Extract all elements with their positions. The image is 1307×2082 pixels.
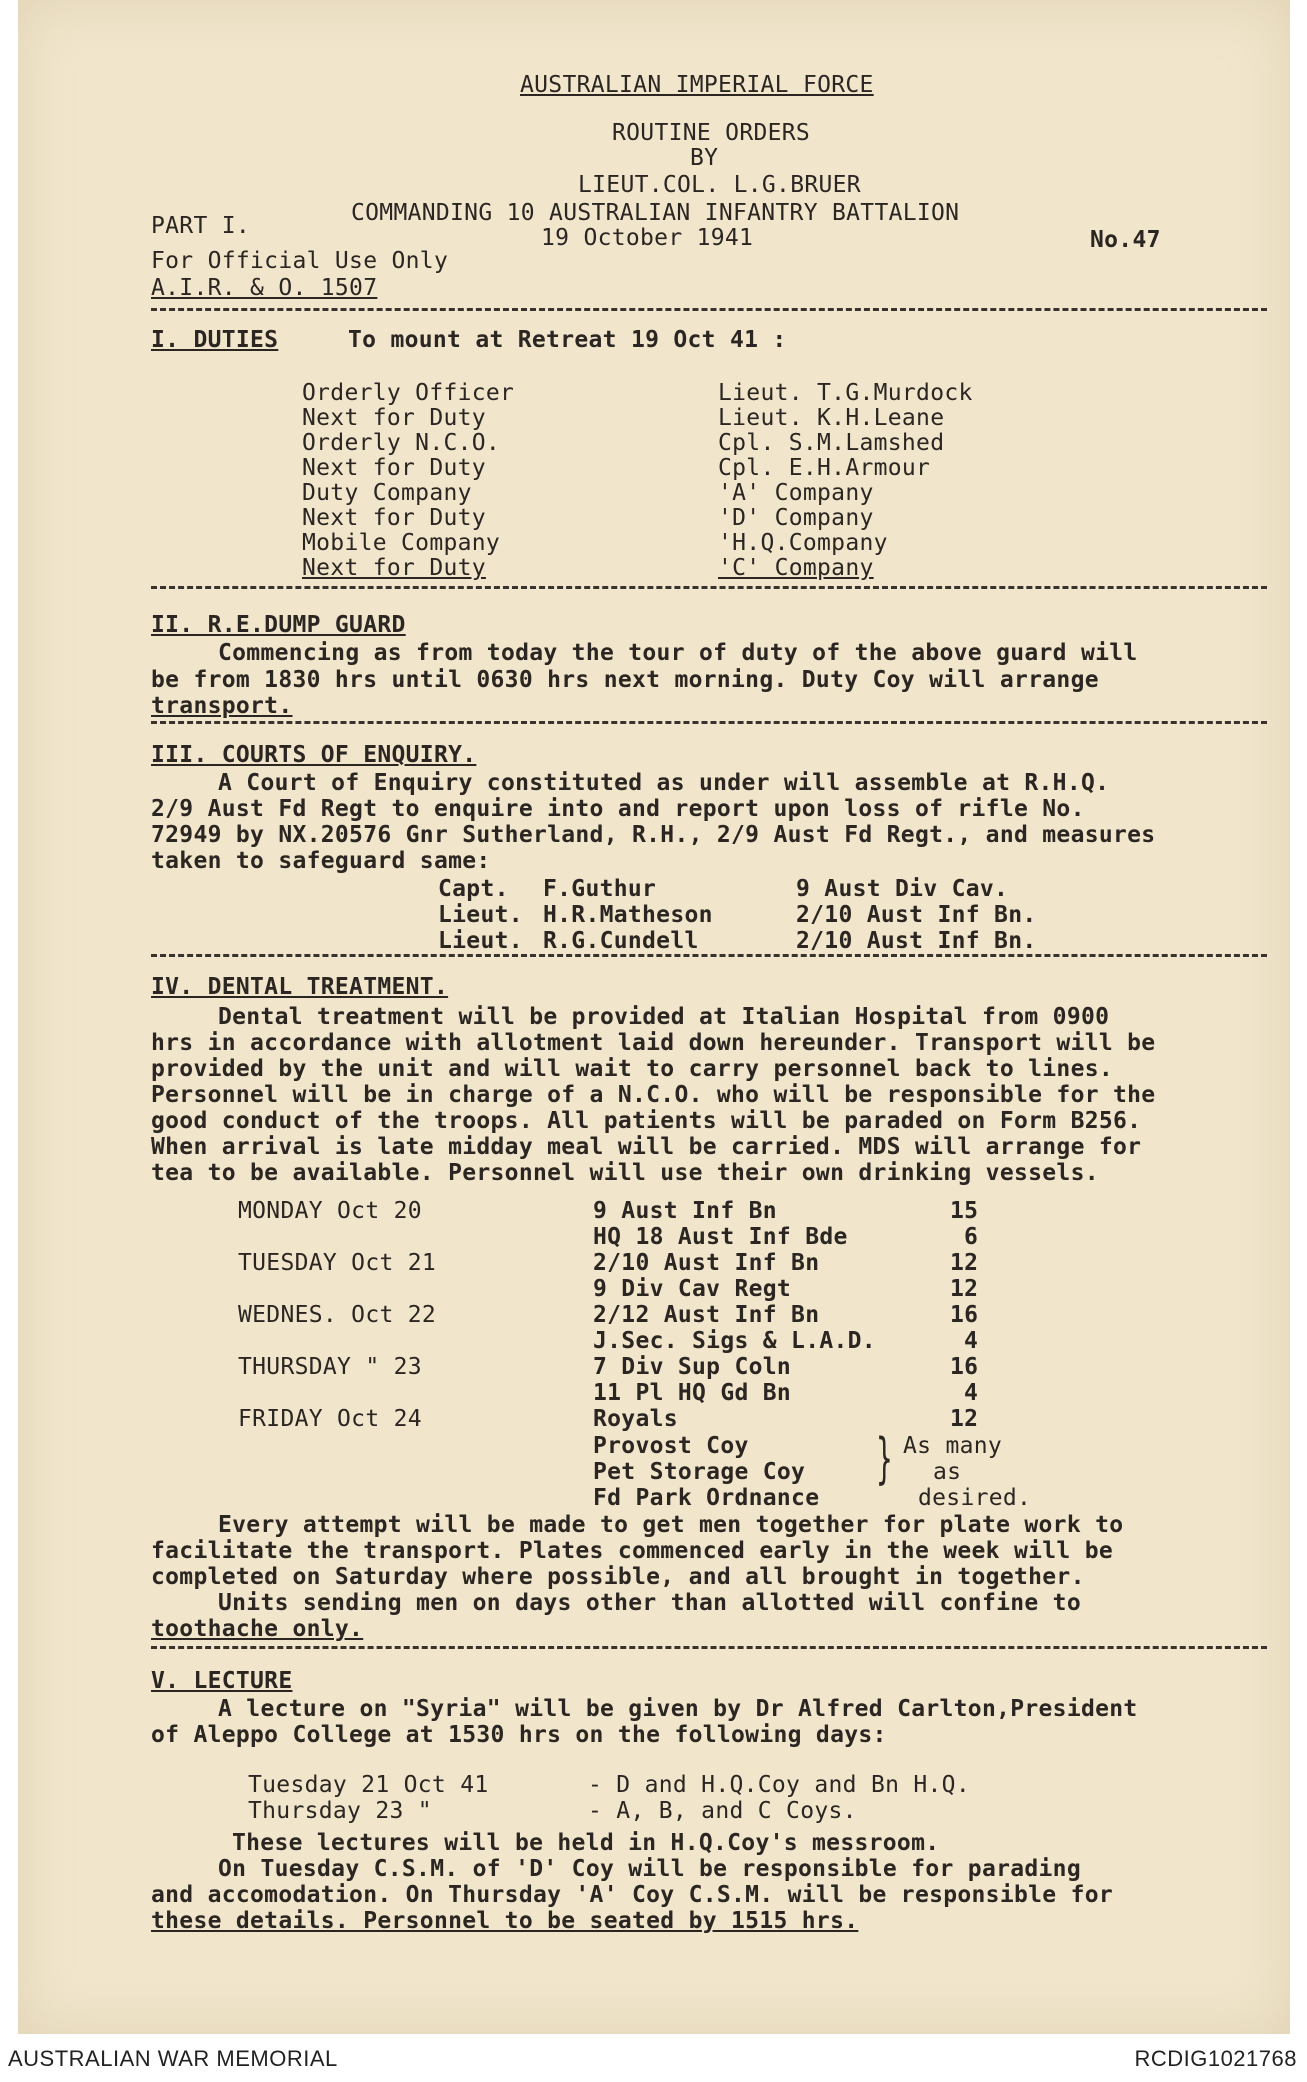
- duty-name: Cpl. S.M.Lamshed: [718, 430, 945, 456]
- member-name: R.G.Cundell: [543, 928, 699, 954]
- section-divider: [151, 954, 1267, 957]
- duty-role: Next for Duty: [302, 405, 486, 431]
- enquiry-line: 2/9 Aust Fd Regt to enquire into and report upon loss of rifle No.: [151, 796, 1085, 822]
- lecture-closing-line: These lectures will be held in H.Q.Coy's messroom.: [232, 1830, 940, 1856]
- schedule-count: 16: [950, 1354, 979, 1380]
- dental-heading: IV. DENTAL TREATMENT.: [151, 974, 449, 1000]
- schedule-unit: HQ 18 Aust Inf Bde: [593, 1224, 848, 1250]
- document-title: AUSTRALIAN IMPERIAL FORCE: [520, 72, 874, 98]
- duties-heading: I. DUTIES: [151, 327, 279, 353]
- dental-closing-line: Every attempt will be made to get men together for plate work to: [218, 1512, 1124, 1538]
- dump-guard-line: transport.: [151, 693, 293, 719]
- enquiry-line: A Court of Enquiry constituted as under will assemble at R.H.Q.: [218, 770, 1110, 796]
- duty-role: Orderly Officer: [302, 380, 515, 406]
- duty-name: Lieut. T.G.Murdock: [718, 380, 973, 406]
- lecture-attendees: - A, B, and C Coys.: [588, 1798, 857, 1824]
- member-rank: Lieut.: [438, 928, 523, 954]
- order-number: No.47: [1090, 227, 1161, 253]
- duty-role: Mobile Company: [302, 530, 501, 556]
- schedule-unit: 11 Pl HQ Gd Bn: [593, 1380, 792, 1406]
- member-name: H.R.Matheson: [543, 902, 713, 928]
- footer-record-id: RCDIG1021768: [1134, 2046, 1297, 2071]
- dental-line: Dental treatment will be provided at Italian Hospital from 0900: [218, 1004, 1110, 1030]
- enquiry-heading: III. COURTS OF ENQUIRY.: [151, 742, 477, 768]
- schedule-count: 12: [950, 1276, 979, 1302]
- brace-mark: }: [876, 1427, 893, 1490]
- commanding-line: COMMANDING 10 AUSTRALIAN INFANTRY BATTALION: [351, 200, 960, 226]
- schedule-day: WEDNES. Oct 22: [238, 1302, 437, 1328]
- lecture-day: Thursday 23 ": [248, 1798, 432, 1824]
- duty-name: Cpl. E.H.Armour: [718, 455, 931, 481]
- schedule-unit: 2/12 Aust Inf Bn: [593, 1302, 820, 1328]
- dump-guard-line: Commencing as from today the tour of duty of the above guard will: [218, 640, 1138, 666]
- dental-line: Personnel will be in charge of a N.C.O. who will be responsible for the: [151, 1082, 1156, 1108]
- member-unit: 2/10 Aust Inf Bn.: [796, 928, 1037, 954]
- lecture-day: Tuesday 21 Oct 41: [248, 1772, 489, 1798]
- duty-name: Lieut. K.H.Leane: [718, 405, 945, 431]
- duty-role: Next for Duty: [302, 555, 486, 581]
- schedule-unit: 9 Div Cav Regt: [593, 1276, 792, 1302]
- schedule-count: 12: [950, 1250, 979, 1276]
- schedule-count: 4: [964, 1380, 979, 1406]
- schedule-count: 6: [964, 1224, 979, 1250]
- as-many-text: desired.: [918, 1485, 1032, 1511]
- duty-name: 'D' Company: [718, 505, 874, 531]
- part-number: PART I.: [151, 213, 251, 239]
- schedule-unit: Pet Storage Coy: [593, 1459, 806, 1485]
- schedule-day: TUESDAY Oct 21: [238, 1250, 437, 1276]
- duties-intro: To mount at Retreat 19 Oct 41 :: [348, 327, 787, 353]
- schedule-count: 12: [950, 1406, 979, 1432]
- dental-line: When arrival is late midday meal will be carried. MDS will arrange for: [151, 1134, 1142, 1160]
- section-divider: [151, 586, 1267, 589]
- enquiry-line: 72949 by NX.20576 Gnr Sutherland, R.H., 2/9 Aust Fd Regt., and measures: [151, 822, 1156, 848]
- dump-guard-heading: II. R.E.DUMP GUARD: [151, 612, 406, 638]
- schedule-unit: Royals: [593, 1406, 678, 1432]
- schedule-unit: 7 Div Sup Coln: [593, 1354, 792, 1380]
- section-divider: [151, 721, 1267, 724]
- schedule-unit: J.Sec. Sigs & L.A.D.: [593, 1328, 876, 1354]
- duty-name: 'H.Q.Company: [718, 530, 888, 556]
- member-unit: 9 Aust Div Cav.: [796, 876, 1009, 902]
- dental-line: good conduct of the troops. All patients will be paraded on Form B256.: [151, 1108, 1142, 1134]
- lecture-attendees: - D and H.Q.Coy and Bn H.Q.: [588, 1772, 970, 1798]
- official-use-line: For Official Use Only: [151, 248, 449, 274]
- dental-closing-line: Units sending men on days other than allotted will confine to: [218, 1590, 1081, 1616]
- duty-role: Next for Duty: [302, 505, 486, 531]
- lecture-line: A lecture on "Syria" will be given by Dr Alfred Carlton,President: [218, 1696, 1138, 1722]
- routine-orders-line: ROUTINE ORDERS: [612, 120, 811, 146]
- duty-role: Next for Duty: [302, 455, 486, 481]
- member-unit: 2/10 Aust Inf Bn.: [796, 902, 1037, 928]
- document-page: [18, 0, 1290, 2034]
- as-many-text: as: [933, 1459, 962, 1485]
- order-date: 19 October 1941: [541, 225, 754, 251]
- lecture-line: of Aleppo College at 1530 hrs on the following days:: [151, 1722, 887, 1748]
- by-line: BY: [690, 145, 719, 171]
- schedule-unit: Fd Park Ordnance: [593, 1485, 820, 1511]
- duty-role: Orderly N.C.O.: [302, 430, 501, 456]
- dental-closing-line: toothache only.: [151, 1616, 364, 1642]
- schedule-unit: Provost Coy: [593, 1433, 749, 1459]
- section-divider: [151, 308, 1267, 311]
- schedule-day: FRIDAY Oct 24: [238, 1406, 422, 1432]
- as-many-text: As many: [903, 1433, 1003, 1459]
- schedule-unit: 2/10 Aust Inf Bn: [593, 1250, 820, 1276]
- dental-closing-line: completed on Saturday where possible, and all brought in together.: [151, 1564, 1085, 1590]
- schedule-unit: 9 Aust Inf Bn: [593, 1198, 777, 1224]
- commander-name: LIEUT.COL. L.G.BRUER: [578, 172, 861, 198]
- duty-name: 'C' Company: [718, 555, 874, 581]
- schedule-day: MONDAY Oct 20: [238, 1198, 422, 1224]
- footer-archive-name: AUSTRALIAN WAR MEMORIAL: [8, 2046, 338, 2071]
- lecture-closing-line: On Tuesday C.S.M. of 'D' Coy will be responsible for parading: [218, 1856, 1081, 1882]
- lecture-closing-line: these details. Personnel to be seated by 1515 hrs.: [151, 1908, 859, 1934]
- schedule-count: 4: [964, 1328, 979, 1354]
- dental-line: hrs in accordance with allotment laid down hereunder. Transport will be: [151, 1030, 1156, 1056]
- schedule-count: 16: [950, 1302, 979, 1328]
- schedule-count: 15: [950, 1198, 979, 1224]
- dump-guard-line: be from 1830 hrs until 0630 hrs next morning. Duty Coy will arrange: [151, 667, 1099, 693]
- dental-closing-line: facilitate the transport. Plates commenced early in the week will be: [151, 1538, 1114, 1564]
- duty-name: 'A' Company: [718, 480, 874, 506]
- lecture-closing-line: and accomodation. On Thursday 'A' Coy C.S.M. will be responsible for: [151, 1882, 1114, 1908]
- section-divider: [151, 1646, 1267, 1649]
- member-name: F.Guthur: [543, 876, 657, 902]
- duty-role: Duty Company: [302, 480, 472, 506]
- schedule-day: THURSDAY " 23: [238, 1354, 422, 1380]
- dental-line: provided by the unit and will wait to carry personnel back to lines.: [151, 1056, 1114, 1082]
- dental-line: tea to be available. Personnel will use their own drinking vessels.: [151, 1160, 1099, 1186]
- lecture-heading: V. LECTURE: [151, 1668, 293, 1694]
- enquiry-line: taken to safeguard same:: [151, 848, 491, 874]
- member-rank: Lieut.: [438, 902, 523, 928]
- reference-line: A.I.R. & O. 1507: [151, 275, 378, 301]
- member-rank: Capt.: [438, 876, 509, 902]
